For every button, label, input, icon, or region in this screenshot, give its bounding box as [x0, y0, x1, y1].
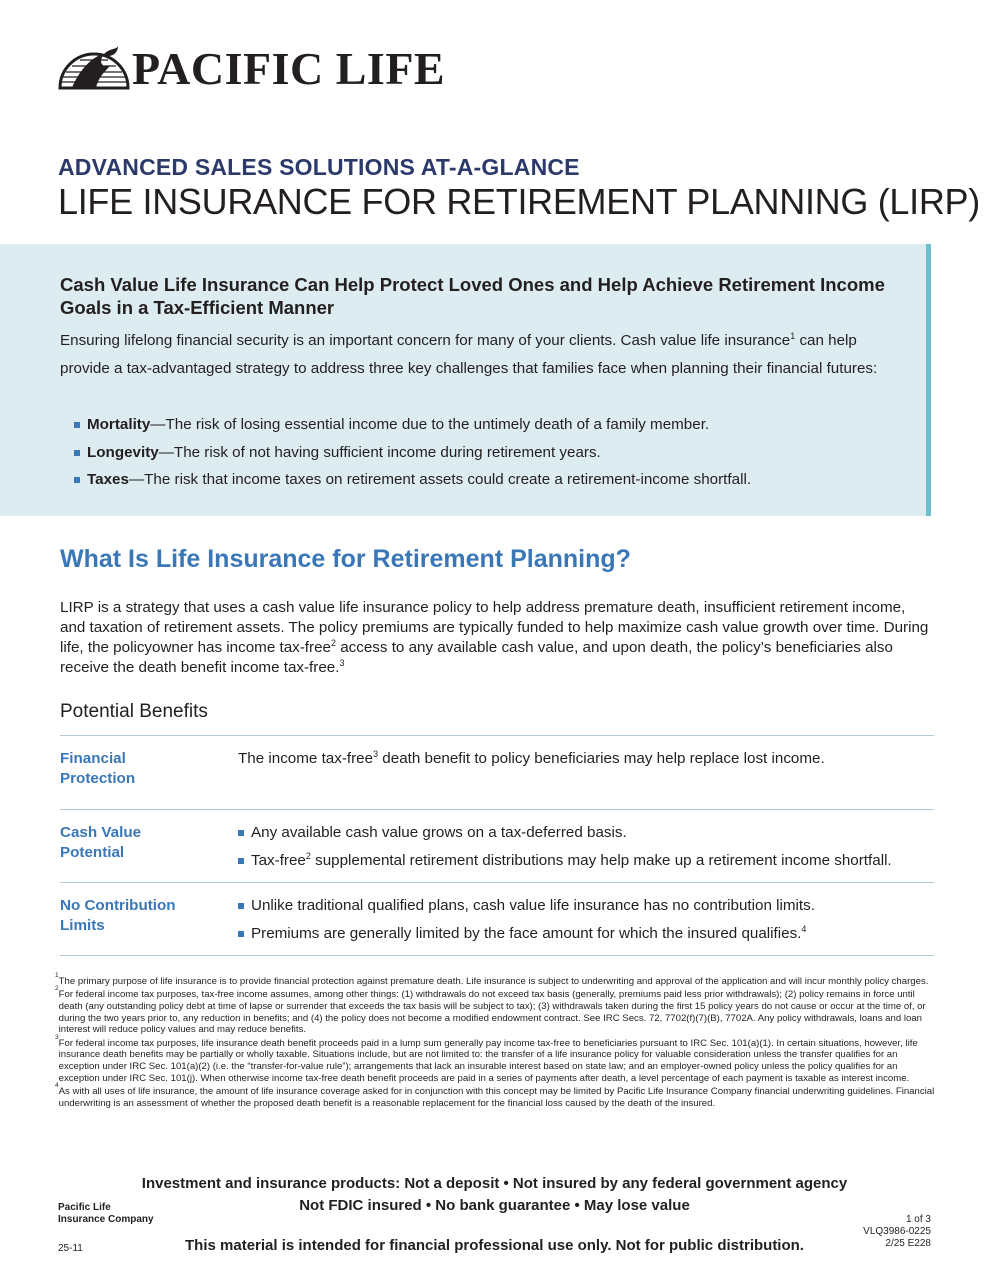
- benefit-label-line: Potential: [60, 843, 125, 861]
- bullet-text-a: Tax-free: [251, 851, 306, 869]
- item-term: Longevity: [87, 443, 159, 461]
- footnote-text: As with all uses of life insurance, the amount of life insurance coverage asked for in conjunction with this concept may be limited by Pacific Life Insurance Company financial underwriting guidelines. Financial underwriting is an assessment of whether the proposed death benefit is a reasonable replacement for the financial loss caused by the death of the insured.: [58, 1085, 935, 1109]
- benefit-row: [60, 809, 934, 882]
- list-item: [238, 924, 815, 952]
- footnote: [55, 1033, 939, 1085]
- callout-intro: [60, 327, 890, 382]
- footnote-ref: 2: [330, 637, 336, 648]
- benefit-text-b: death benefit to policy beneficiaries may help replace lost income.: [378, 750, 825, 767]
- item-text: —The risk of not having sufficient income during retirement years.: [158, 443, 601, 461]
- section-body-text-a: LIRP is a strategy that uses a cash value life insurance policy to help address premature death, insufficient retirement income, and taxation of retirement assets. The policy premiums are typically funded to help maximize cash value growth over time. During life, the policyowner has income tax-free: [60, 599, 929, 656]
- bullet-text: Premiums are generally limited by the face amount for which the insured qualifies.: [251, 924, 802, 942]
- benefit-label-line: Protection: [60, 769, 136, 787]
- list-item: [74, 442, 751, 470]
- benefits-title: Potential Benefits: [60, 701, 208, 722]
- benefit-label: [60, 823, 200, 862]
- pacific-life-logo: [58, 40, 445, 92]
- footnote-text: For federal income tax purposes, tax-free income assumes, among other things: (1) withdrawals do not exceed tax basis (generally, premiums paid less prior withdrawals); (2) policy remains in force until death (any outstanding policy debt at time of lapse or surrender that exceeds the tax basis will be subject to tax); (3) withdrawals taken during the first 15 policy years do not cause or occur at the time of, or during the two years prior to, any reduction in benefits; and (4) the policy does not become a modified endowment contract. See IRC Secs. 72, 7702(f)(7)(B), 7702A. Any policy withdrawals, loans and loan interest will reduce policy values and may reduce benefits.: [58, 989, 926, 1036]
- footnote: [55, 972, 939, 988]
- fdic-disclaimer: Not FDIC insured • No bank guarantee • May lose value: [299, 1197, 690, 1214]
- footnote-number: 3: [55, 1033, 59, 1041]
- footnote-ref: 3: [339, 657, 345, 668]
- challenge-list: [74, 414, 751, 497]
- footnote: [55, 985, 939, 1036]
- footnotes: [55, 972, 939, 1111]
- company-name-line: Pacific Life: [58, 1202, 111, 1213]
- footnote-ref: 2: [305, 850, 311, 861]
- bullet-text-b: supplemental retirement distributions may help make up a retirement income shortfall.: [310, 851, 892, 869]
- doc-code: 25-11: [58, 1243, 83, 1254]
- section-body: [60, 598, 930, 678]
- square-bullet-icon: [238, 858, 244, 864]
- item-text: —The risk of losing essential income due to the untimely death of a family member.: [150, 416, 710, 433]
- section-title: What Is Life Insurance for Retirement Planning?: [60, 545, 631, 573]
- footnote-ref: 1: [790, 330, 796, 341]
- callout-heading: Cash Value Life Insurance Can Help Protect Loved Ones and Help Achieve Retirement Income Goals in a Tax-Efficient Manner: [60, 274, 885, 318]
- square-bullet-icon: [238, 903, 244, 909]
- company-name: [58, 1202, 154, 1226]
- benefit-row: [60, 735, 934, 809]
- footnote-ref: 3: [373, 748, 379, 759]
- list-item: [238, 851, 892, 879]
- footnote-ref: 4: [801, 923, 807, 934]
- brand-name: PACIFIC LIFE: [132, 43, 446, 94]
- benefit-text-a: The income tax-free: [238, 750, 374, 767]
- list-item: [238, 896, 815, 924]
- section-body-text-b: access to any available cash value, and upon death, the policy’s beneficiaries also receive the death benefit income tax-free.: [60, 639, 893, 676]
- footnote-number: 2: [55, 985, 59, 993]
- whale-sun-logo-icon: [58, 42, 130, 92]
- form-id: VLQ3986-0225: [863, 1226, 931, 1237]
- footnote-number: 1: [55, 972, 59, 979]
- square-bullet-icon: [238, 931, 244, 937]
- page-title: LIFE INSURANCE FOR RETIREMENT PLANNING (LIRP): [58, 181, 980, 222]
- company-name-line: Insurance Company: [58, 1214, 154, 1225]
- benefit-content: [238, 749, 825, 769]
- product-disclaimer: Investment and insurance products: Not a deposit • Not insured by any federal government agency: [141, 1175, 848, 1192]
- benefit-content: [238, 896, 815, 951]
- benefit-label-line: No Contribution: [60, 897, 176, 914]
- square-bullet-icon: [74, 450, 80, 456]
- bullet-text: Unlike traditional qualified plans, cash value life insurance has no contribution limits.: [251, 897, 815, 914]
- benefit-label-line: Cash Value: [60, 824, 142, 841]
- date-code: 2/25 E228: [885, 1238, 931, 1249]
- professional-use-disclaimer: This material is intended for financial professional use only. Not for public distribution.: [185, 1237, 804, 1254]
- callout-intro-text-b: can help provide a tax-advantaged strategy to address three key challenges that families face when planning their financial futures:: [60, 332, 878, 377]
- benefit-content: [238, 823, 892, 878]
- benefit-label: [60, 749, 200, 788]
- kicker-title: ADVANCED SALES SOLUTIONS AT-A-GLANCE: [58, 154, 580, 180]
- benefit-row: [60, 882, 934, 956]
- benefit-label-line: Limits: [60, 916, 105, 934]
- footnote: [55, 1081, 939, 1109]
- square-bullet-icon: [74, 422, 80, 428]
- item-term: Taxes: [87, 471, 129, 488]
- benefit-label-line: Financial: [60, 750, 126, 767]
- page-number: 1 of 3: [905, 1214, 931, 1225]
- square-bullet-icon: [238, 830, 244, 836]
- footnote-text: For federal income tax purposes, life insurance death benefit proceeds paid in a lump sum generally pay income tax-free to beneficiaries pursuant to IRC Sec. 101(a)(1). In certain situations, however, life insurance death benefits may be partially or wholly taxable. Situations include, but are not limited to: the transfer of a life insurance policy for valuable consideration unless the transfer qualifies for an exception under IRC Sec. 101(a)(2) (i.e. the “transfer-for-value rule”); arrangements that lack an insurable interest based on state law; and an employer-owned policy unless the policy qualifies for an exception under IRC Sec. 101(j). When otherwise income tax-free death benefit proceeds are paid in a series of payments after death, a level percentage of each payment is taxable as interest income.: [58, 1037, 918, 1084]
- footnote-number: 4: [55, 1081, 59, 1089]
- item-text: —The risk that income taxes on retirement assets could create a retirement-income shortfall.: [128, 471, 752, 488]
- list-item: [74, 414, 751, 442]
- bullet-text: Any available cash value grows on a tax-deferred basis.: [251, 824, 627, 841]
- benefits-table: [60, 735, 934, 956]
- list-item: [238, 823, 892, 851]
- intro-callout: [0, 244, 931, 516]
- footnote-text: The primary purpose of life insurance is to provide financial protection against premature death. Life insurance is subject to underwriting and approval of the application and will incur monthly policy charges.: [58, 976, 929, 987]
- square-bullet-icon: [74, 477, 80, 483]
- benefit-label: [60, 896, 200, 935]
- list-item: [74, 469, 751, 497]
- callout-intro-text-a: Ensuring lifelong financial security is an important concern for many of your clients. Cash value life insurance: [60, 332, 791, 349]
- item-term: Mortality: [87, 416, 151, 433]
